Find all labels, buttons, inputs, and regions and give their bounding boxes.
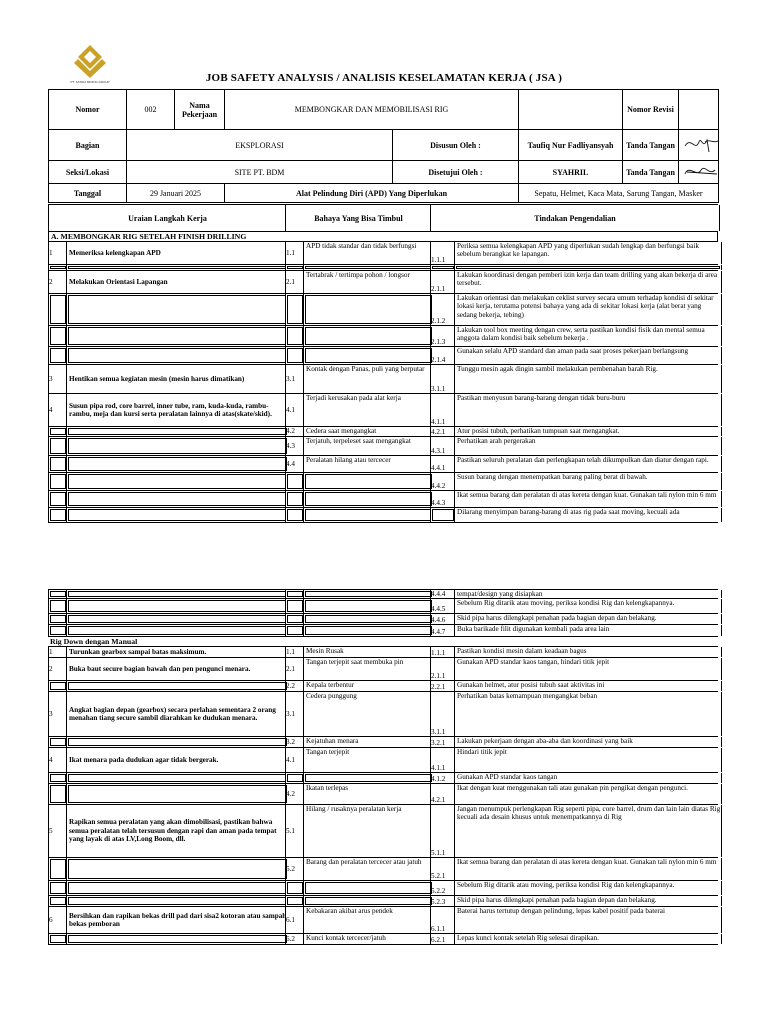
step-text bbox=[66, 265, 288, 270]
control-text: Gunakan helmet, atur posisi tubuh saat aktivitas ini bbox=[454, 681, 722, 691]
control-number: 4.4.7 bbox=[430, 625, 455, 636]
step-number bbox=[48, 265, 67, 270]
table-row bbox=[48, 614, 718, 625]
control-text: Lepas kunci kontak setelah Rig selesai dirapikan. bbox=[454, 934, 722, 944]
control-text: Sebelum Rig ditarik atau moving, periksa kondisi Rig dan kelengkapannya. bbox=[454, 881, 722, 895]
control-number: 5.2.1 bbox=[430, 858, 455, 880]
apd-value: Sepatu, Helmet, Kaca Mata, Sarung Tangan, Masker bbox=[519, 184, 719, 203]
tanda-tangan-label: Tanda Tangan bbox=[623, 130, 679, 161]
hazard-text: Barang dan peralatan tercecer atau jatuh bbox=[303, 858, 433, 880]
hazard-text bbox=[303, 599, 433, 613]
hazard-text: Kontak dengan Panas, puli yang berputar bbox=[303, 365, 433, 393]
step-number: 1 bbox=[48, 242, 67, 264]
control-number: 4.4.1 bbox=[430, 456, 455, 472]
step-text bbox=[66, 491, 288, 507]
control-number: 4.4.3 bbox=[430, 491, 455, 507]
document-title: JOB SAFETY ANALYSIS / ANALISIS KESELAMATAN KERJA ( JSA ) bbox=[205, 72, 563, 84]
control-number: 4.2.1 bbox=[430, 784, 455, 804]
step-text bbox=[66, 347, 288, 364]
step-text bbox=[66, 773, 288, 783]
step-number: 4 bbox=[48, 394, 67, 426]
table-row bbox=[48, 599, 718, 614]
control-text: Perhatikan arah pergerakan bbox=[454, 437, 722, 455]
nama-pekerjaan-value: MEMBONGKAR DAN MEMOBILISASI RIG bbox=[225, 90, 519, 130]
step-number bbox=[48, 614, 67, 624]
control-number: 2.1.2 bbox=[430, 294, 455, 325]
hazard-number bbox=[285, 773, 304, 783]
nama-pekerjaan-label: Nama Pekerjaan bbox=[175, 90, 225, 130]
signature-1-icon bbox=[681, 132, 719, 156]
hazard-text: Cedera punggung bbox=[303, 692, 433, 736]
hazard-text bbox=[303, 773, 433, 783]
disetujui-value: SYAHRIL bbox=[519, 161, 623, 184]
header-table bbox=[48, 89, 719, 203]
control-number: 4.4.5 bbox=[430, 599, 455, 613]
control-number: 4.1.2 bbox=[430, 773, 455, 783]
bagian-value: EKSPLORASI bbox=[127, 130, 393, 161]
hazard-text bbox=[303, 326, 433, 346]
hazard-text bbox=[303, 473, 433, 490]
step-text bbox=[66, 437, 288, 455]
disusun-value: Taufiq Nur Fadliyansyah bbox=[519, 130, 623, 161]
control-number: 6.2.1 bbox=[430, 934, 455, 944]
control-text: Ikat dengan kuat menggunakan tali atau gunakan pin pengikat dengan pengunci. bbox=[454, 784, 722, 804]
hazard-text: Hilang / rusaknya peralatan kerja bbox=[303, 805, 433, 857]
bagian-label: Bagian bbox=[49, 130, 127, 161]
table-row bbox=[48, 907, 718, 934]
hazard-text: Terjatuh, terpeleset saat mengangkat bbox=[303, 437, 433, 455]
control-text: Ikat semua barang dan peralatan di atas kereta dengan kuat. Gunakan tali nylon min 6 mm bbox=[454, 858, 722, 880]
control-text: Atur posisi tubuh, perhatikan tumpuan saat mengangkat. bbox=[454, 427, 722, 436]
step-number bbox=[48, 326, 67, 346]
table-row bbox=[48, 748, 718, 773]
table-row bbox=[48, 456, 718, 473]
hazard-number: 6.2 bbox=[285, 934, 304, 944]
hazard-number: 5.2 bbox=[285, 858, 304, 880]
hazard-text: Terjadi kerusakan pada alat kerja bbox=[303, 394, 433, 426]
step-number: 3 bbox=[48, 365, 67, 393]
control-number: 3.1.1 bbox=[430, 365, 455, 393]
control-text: Gunakan APD standar kaos tangan bbox=[454, 773, 722, 783]
hazard-text: Kunci kontak tercecer/jatuh bbox=[303, 934, 433, 944]
control-number: 1.1.1 bbox=[430, 647, 455, 657]
hazard-number: 1.1 bbox=[285, 242, 304, 264]
step-number bbox=[48, 737, 67, 747]
step-number bbox=[48, 294, 67, 325]
control-text: Gunakan selalu APD standard dan aman pada saat proses pekerjaan berlangsung bbox=[454, 347, 722, 364]
nomor-revisi-label: Nomor Revisi bbox=[623, 90, 679, 130]
hazard-text: Peralatan hilang atau tercecer bbox=[303, 456, 433, 472]
step-number: 4 bbox=[48, 748, 67, 772]
control-text: Perhatikan batas kemampuan mengangkat beban bbox=[454, 692, 722, 736]
step-text: Hentikan semua kegiatan mesin (mesin harus dimatikan) bbox=[66, 365, 288, 393]
control-number: 3.1.1 bbox=[430, 692, 455, 736]
control-text: Susun barang dengan menempatkan barang paling berat di bawah. bbox=[454, 473, 722, 490]
step-number bbox=[48, 347, 67, 364]
hazard-text: Mesin Rusak bbox=[303, 647, 433, 657]
table-row bbox=[48, 427, 718, 437]
table-row bbox=[48, 681, 718, 692]
nomor-value: 002 bbox=[127, 90, 175, 130]
nomor-revisi-value bbox=[679, 90, 719, 130]
hazard-number: 2.1 bbox=[285, 271, 304, 293]
step-text bbox=[66, 737, 288, 747]
step-number bbox=[48, 508, 67, 522]
control-number: 2.1.4 bbox=[430, 347, 455, 364]
hazard-number bbox=[285, 881, 304, 895]
step-number bbox=[48, 456, 67, 472]
table-row bbox=[48, 784, 718, 805]
table-row bbox=[48, 658, 718, 681]
step-text: Rapikan semua peralatan yang akan dimobilisasi, pastikan bahwa semua peralatan telah tersusun dengan rapi dan aman pada tempat yang layak di atas LV,Long Boom, dll. bbox=[66, 805, 288, 857]
hazard-text: Kejatuhan menara bbox=[303, 737, 433, 747]
hazard-number bbox=[285, 625, 304, 636]
control-text: Dilarang menyimpan barang-barang di atas rig pada saat moving, kecuali ada bbox=[454, 508, 722, 522]
hazard-text: Tangan terjepit saat membuka pin bbox=[303, 658, 433, 680]
table-row bbox=[48, 805, 721, 858]
table-row bbox=[48, 737, 718, 748]
table-row bbox=[48, 625, 718, 637]
control-number: 2.2.1 bbox=[430, 681, 455, 691]
svg-text:PT. SATRIA MINING GROUP: PT. SATRIA MINING GROUP bbox=[70, 80, 110, 84]
step-number bbox=[48, 437, 67, 455]
control-number: 2.1.1 bbox=[430, 658, 455, 680]
step-text bbox=[66, 881, 288, 895]
hazard-text: Tangan terjepit bbox=[303, 748, 433, 772]
control-number: 2.1.3 bbox=[430, 326, 455, 346]
hazard-text: Kebakaran akibat arus pendek bbox=[303, 907, 433, 933]
step-text bbox=[66, 614, 288, 624]
step-number bbox=[48, 599, 67, 613]
table-row bbox=[48, 271, 718, 294]
step-text bbox=[66, 858, 288, 880]
control-number: 4.2.1 bbox=[430, 427, 455, 436]
table-row bbox=[48, 692, 718, 737]
hazard-number: 4.2 bbox=[285, 784, 304, 804]
step-number bbox=[48, 784, 67, 804]
hazard-number: 6.1 bbox=[285, 907, 304, 933]
hazard-number: 2.2 bbox=[285, 681, 304, 691]
hazard-text bbox=[303, 590, 433, 598]
hazard-text: Tertabrak / tertimpa pohon / longsor bbox=[303, 271, 433, 293]
table-b-body bbox=[48, 647, 721, 945]
signature-2-icon bbox=[681, 162, 719, 180]
hazard-text bbox=[303, 625, 433, 636]
control-text: Periksa semua kelengkapan APD yang diperlukan sudah lengkap dan berfungsi baik sebelum berangkat ke lapangan. bbox=[454, 242, 722, 264]
step-text: Bersihkan dan rapikan bekas drill pad dari sisa2 kotoran atau sampah bekas pemboran bbox=[66, 907, 288, 933]
hazard-number bbox=[285, 896, 304, 906]
step-text bbox=[66, 294, 288, 325]
step-text bbox=[66, 456, 288, 472]
step-number bbox=[48, 881, 67, 895]
control-text: Pastikan menyusun barang-barang dengan tidak buru-buru bbox=[454, 394, 722, 426]
control-text: Baterai harus tertutup dengan pelindung, lepas kabel positif pada baterai bbox=[454, 907, 722, 933]
step-text: Buka baut secure bagian bawah dan pen pengunci menara. bbox=[66, 658, 288, 680]
table-a-body bbox=[48, 242, 718, 523]
control-text: Tunggu mesin agak dingin sambil melakukan pembenahan barah Rig. bbox=[454, 365, 722, 393]
step-number bbox=[48, 896, 67, 906]
table-row bbox=[48, 347, 718, 365]
step-text bbox=[66, 681, 288, 691]
col-tindakan: Tindakan Pengendalian bbox=[430, 205, 720, 231]
step-text bbox=[66, 590, 288, 598]
control-text: Jangan menumpuk perlengkapan Rig seperti pipa, core barrel, drum dan lain lain diatas Rig kecuali ada desain khusus untuk menempatkannya di Rig bbox=[454, 805, 722, 857]
control-text: Gunakan APD standar kaos tangan, hindari titik jepit bbox=[454, 658, 722, 680]
table-row bbox=[48, 294, 718, 326]
hazard-text bbox=[303, 491, 433, 507]
tanggal-label: Tanggal bbox=[49, 184, 127, 203]
control-number: 4.3.1 bbox=[430, 437, 455, 455]
step-text: Memeriksa kelengkapan APD bbox=[66, 242, 288, 264]
control-text: Lakukan orientasi dan melakukan ceklist survey secara umum terhadap kondisi di sekitar lokasi kerja, terutama potensi bahaya yang ada di sekitar lokasi kerja (alat berat yang sedang bekerja, tebing) bbox=[454, 294, 722, 325]
hazard-number: 4.4 bbox=[285, 456, 304, 472]
step-text bbox=[66, 896, 288, 906]
blank-cell bbox=[519, 90, 623, 130]
table-row bbox=[48, 647, 718, 658]
table-row bbox=[48, 437, 718, 456]
hazard-text bbox=[303, 347, 433, 364]
step-number bbox=[48, 491, 67, 507]
table-row bbox=[48, 326, 718, 347]
hazard-number: 4.1 bbox=[285, 748, 304, 772]
step-text bbox=[66, 326, 288, 346]
hazard-text bbox=[303, 265, 433, 270]
hazard-text: Cedera saat mengangkat bbox=[303, 427, 433, 436]
hazard-number: 3.2 bbox=[285, 737, 304, 747]
step-number bbox=[48, 858, 67, 880]
control-number bbox=[430, 508, 455, 522]
step-number bbox=[48, 473, 67, 490]
hazard-text: Kepala terbentur bbox=[303, 681, 433, 691]
step-number: 1 bbox=[48, 647, 67, 657]
control-number: 5.1.1 bbox=[430, 805, 455, 857]
hazard-text: APD tidak standar dan tidak berfungsi bbox=[303, 242, 433, 264]
hazard-text bbox=[303, 294, 433, 325]
control-text: Lakukan pekerjaan dengan aba-aba dan koordinasi yang baik bbox=[454, 737, 722, 747]
table-row bbox=[48, 365, 718, 394]
tanda-tangan-label-2: Tanda Tangan bbox=[623, 161, 679, 184]
hazard-number: 4.3 bbox=[285, 437, 304, 455]
control-number: 4.1.1 bbox=[430, 394, 455, 426]
table-b-top bbox=[48, 589, 721, 945]
hazard-text bbox=[303, 508, 433, 522]
step-text bbox=[66, 934, 288, 944]
step-number: 3 bbox=[48, 692, 67, 736]
control-text: Skid pipa harus dilengkapi penahan pada bagian depan dan belakang. bbox=[454, 896, 722, 906]
control-text: tempat/design yang disiapkan bbox=[454, 590, 722, 598]
col-bahaya: Bahaya Yang Bisa Timbul bbox=[285, 205, 431, 231]
control-number: 3.2.1 bbox=[430, 737, 455, 747]
hazard-number bbox=[285, 614, 304, 624]
step-text bbox=[66, 625, 288, 636]
control-number bbox=[430, 265, 455, 270]
seksi-label: Seksi/Lokasi bbox=[49, 161, 127, 184]
step-number bbox=[48, 934, 67, 944]
control-number: 1.1.1 bbox=[430, 242, 455, 264]
step-text: Ikat menara pada dudukan agar tidak bergerak. bbox=[66, 748, 288, 772]
hazard-number bbox=[285, 294, 304, 325]
control-number: 4.4.6 bbox=[430, 614, 455, 624]
signature-1 bbox=[679, 130, 719, 161]
table-row bbox=[48, 473, 718, 491]
control-text: Pastikan kondisi mesin dalam keadaan bagus bbox=[454, 647, 722, 657]
control-text: Lakukan tool box meeting dengan crew, serta pastikan kondisi fisik dan mental semua anggota dalam kondisi baik sebelum bekerja . bbox=[454, 326, 722, 346]
control-text: Ikat semua barang dan peralatan di atas kereta dengan kuat. Gunakan tali nylon min 6 mm bbox=[454, 491, 722, 507]
hazard-number: 3.1 bbox=[285, 365, 304, 393]
control-number: 5.2.2 bbox=[430, 881, 455, 895]
hazard-number bbox=[285, 326, 304, 346]
col-uraian: Uraian Langkah Kerja bbox=[48, 205, 286, 231]
step-number bbox=[48, 773, 67, 783]
step-text: Susun pipa rod, core barrel, inner tube, ram, kuda-kuda, rambu- rambu, meja dan kursi serta peralatan lainnya di atas(skate/skid). bbox=[66, 394, 288, 426]
step-text: Angkat bagian depan (gearbox) secara perlahan sementara 2 orang menahan tiang secure sambil diarahkan ke dudukan menara. bbox=[66, 692, 288, 736]
control-text: Hindari titik jepit bbox=[454, 748, 722, 772]
hazard-text bbox=[303, 614, 433, 624]
section-b-title: Rig Down dengan Manual bbox=[48, 637, 718, 647]
hazard-text bbox=[303, 896, 433, 906]
control-number: 2.1.1 bbox=[430, 271, 455, 293]
hazard-number bbox=[285, 265, 304, 270]
hazard-number: 4.1 bbox=[285, 394, 304, 426]
table-row bbox=[48, 242, 718, 265]
table-row bbox=[48, 881, 718, 896]
hazard-number bbox=[285, 508, 304, 522]
control-text bbox=[454, 265, 722, 270]
step-number: 2 bbox=[48, 271, 67, 293]
table-row bbox=[48, 590, 718, 599]
step-text bbox=[66, 508, 288, 522]
step-text bbox=[66, 427, 288, 436]
table-row bbox=[48, 896, 718, 907]
control-text: Skid pipa harus dilengkapi penahan pada bagian depan dan belakang. bbox=[454, 614, 722, 624]
table-row bbox=[48, 858, 718, 881]
section-a-title: A. MEMBONGKAR RIG SETELAH FINISH DRILLING bbox=[48, 232, 718, 242]
table-b-top-body bbox=[48, 590, 718, 637]
step-text bbox=[66, 473, 288, 490]
step-text bbox=[66, 599, 288, 613]
control-text: Buka barikade filit digunakan kembali pada area lain bbox=[454, 625, 722, 636]
table-row bbox=[48, 394, 718, 427]
table-row bbox=[48, 773, 718, 784]
step-text bbox=[66, 784, 288, 804]
control-text: Sebelum Rig ditarik atau moving, periksa kondisi Rig dan kelengkapannya. bbox=[454, 599, 722, 613]
disetujui-label: Disetujui Oleh : bbox=[393, 161, 519, 184]
hazard-number bbox=[285, 599, 304, 613]
step-text: Turunkan gearbox sampai batas maksimum. bbox=[66, 647, 288, 657]
table-row bbox=[48, 491, 718, 508]
step-number bbox=[48, 590, 67, 598]
hazard-number: 2.1 bbox=[285, 658, 304, 680]
disusun-label: Disusun Oleh : bbox=[393, 130, 519, 161]
step-number: 5 bbox=[48, 805, 67, 857]
control-text: Lakukan koordinasi dengan pemberi izin kerja dan team drilling yang akan bekerja di area tersebut. bbox=[454, 271, 722, 293]
hazard-text: Ikatan terlepas bbox=[303, 784, 433, 804]
control-number: 5.2.3 bbox=[430, 896, 455, 906]
seksi-value: SITE PT. BDM bbox=[127, 161, 393, 184]
step-number bbox=[48, 427, 67, 436]
hazard-number: 4.2 bbox=[285, 427, 304, 436]
control-text: Pastikan seluruh peralatan dan perlengkapan telah dikumpulkan dan diatur dengan rapi. bbox=[454, 456, 722, 472]
control-number: 4.1.1 bbox=[430, 748, 455, 772]
hazard-number bbox=[285, 473, 304, 490]
hazard-number bbox=[285, 491, 304, 507]
hazard-text bbox=[303, 881, 433, 895]
signature-2 bbox=[679, 161, 719, 184]
table-row bbox=[48, 508, 718, 523]
hazard-number bbox=[285, 347, 304, 364]
tanggal-value: 29 Januari 2025 bbox=[127, 184, 225, 203]
step-number bbox=[48, 681, 67, 691]
control-number: 6.1.1 bbox=[430, 907, 455, 933]
table-row bbox=[48, 934, 718, 945]
column-header-row bbox=[48, 204, 718, 523]
hazard-number: 1.1 bbox=[285, 647, 304, 657]
control-number: 4.4.2 bbox=[430, 473, 455, 490]
step-text: Melakukan Orientasi Lapangan bbox=[66, 271, 288, 293]
step-number bbox=[48, 625, 67, 636]
control-number: 4.4.4 bbox=[430, 590, 455, 598]
nomor-label: Nomor bbox=[49, 90, 127, 130]
step-number: 2 bbox=[48, 658, 67, 680]
hazard-number: 3.1 bbox=[285, 692, 304, 736]
hazard-number bbox=[285, 590, 304, 598]
apd-label: Alat Pelindung Diri (APD) Yang Diperlukan bbox=[225, 184, 519, 203]
hazard-number: 5.1 bbox=[285, 805, 304, 857]
step-number: 6 bbox=[48, 907, 67, 933]
